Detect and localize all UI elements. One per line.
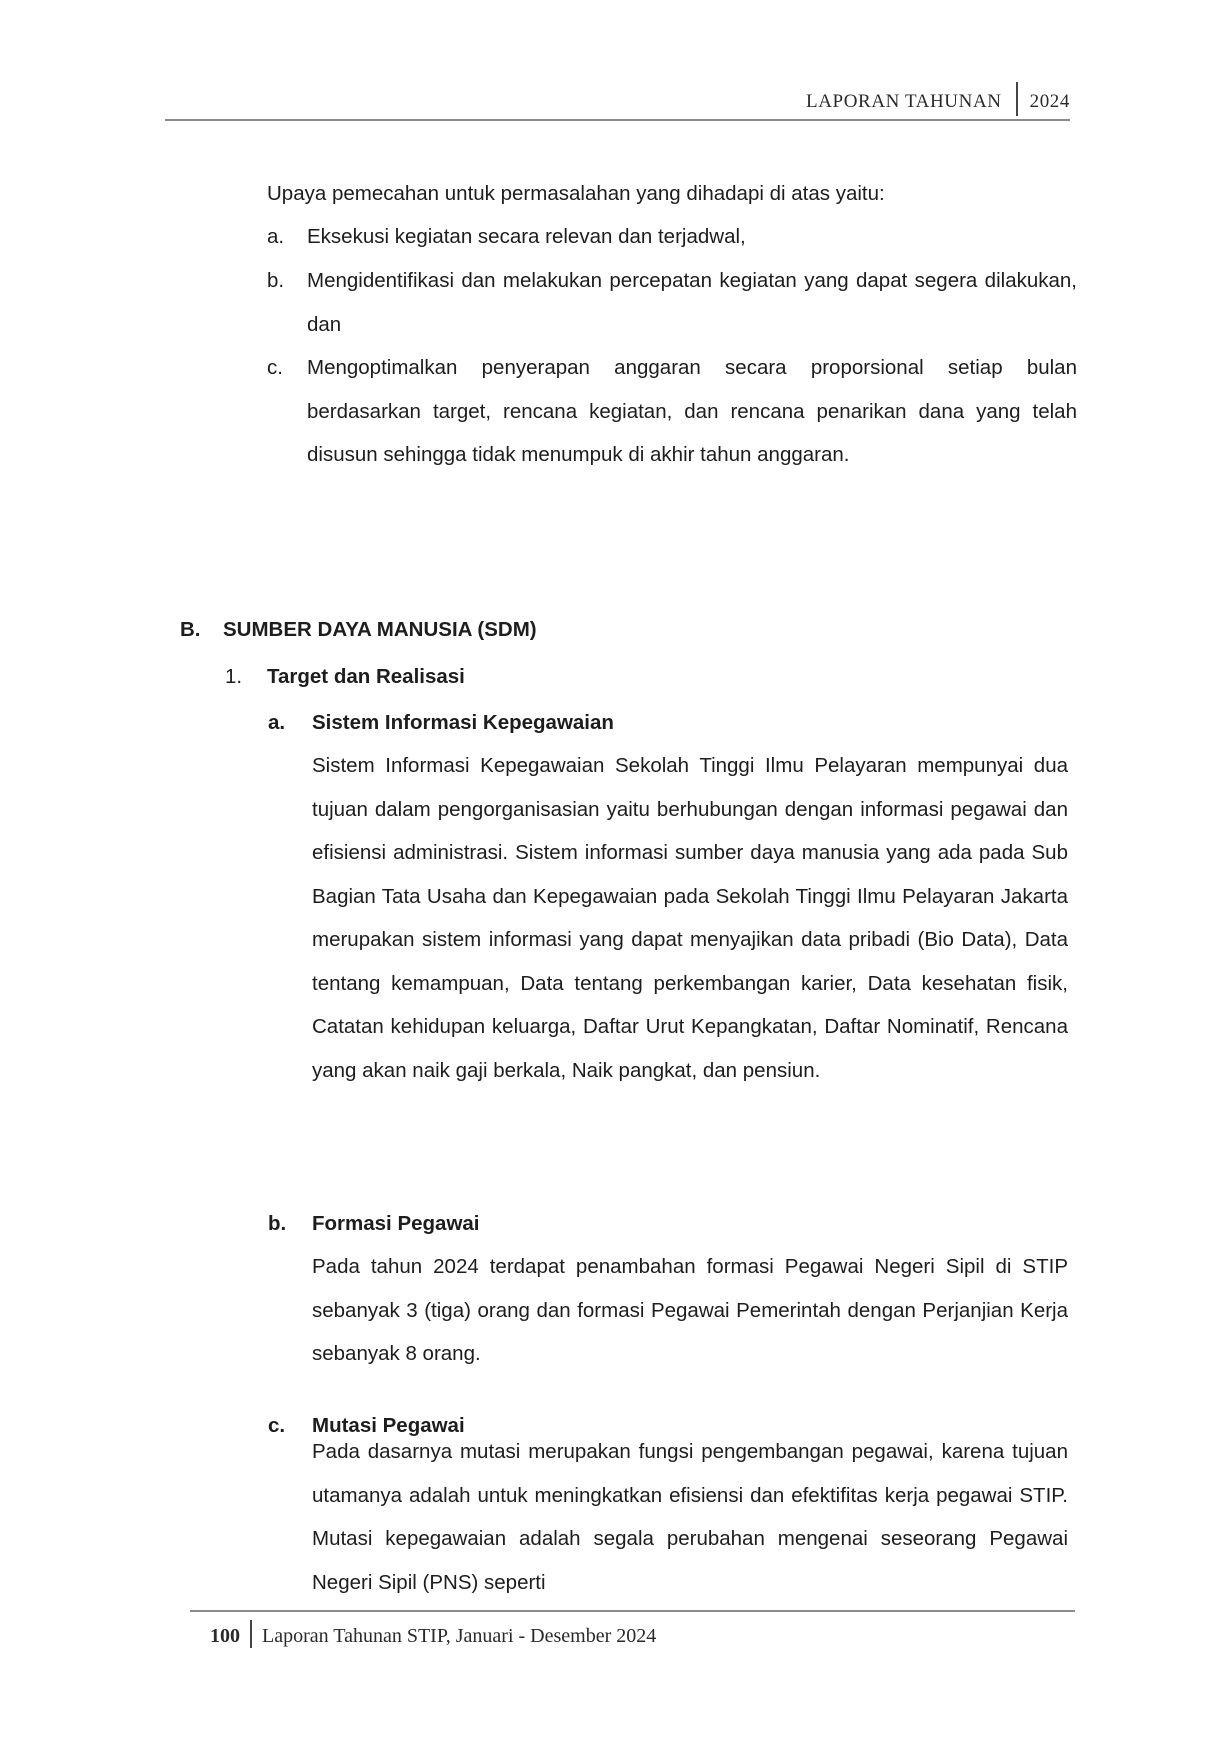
list-item-text: Eksekusi kegiatan secara relevan dan terjadwal, <box>307 225 746 248</box>
paragraph: Pada dasarnya mutasi merupakan fungsi pengembangan pegawai, karena tujuan utamanya adalah untuk meningkatkan efisiensi dan efektifitas kerja pegawai STIP. Mutasi kepegawaian adalah segala perubahan mengenai seseorang Pegawai Negeri Sipil (PNS) seperti <box>312 1440 1068 1594</box>
subsection-title: Target dan Realisasi <box>267 665 465 688</box>
sub-subsection-title: Formasi Pegawai <box>312 1212 480 1235</box>
list-item <box>267 259 1077 346</box>
list-item-text: Mengoptimalkan penyerapan anggaran secara proporsional setiap bulan berdasarkan target, rencana kegiatan, dan rencana penarikan dana yang telah disusun sehingga tidak menumpuk di akhir tahun anggaran. <box>307 356 1077 466</box>
section-title: SUMBER DAYA MANUSIA (SDM) <box>223 618 537 641</box>
header-separator <box>1016 82 1018 116</box>
sub-subsection-marker: c. <box>268 1414 286 1437</box>
footer-title: Laporan Tahunan STIP, Januari - Desember 2024 <box>262 1625 657 1647</box>
subsection-marker: 1. <box>225 665 243 688</box>
section-marker: B. <box>180 618 201 641</box>
list-marker: b. <box>267 269 285 292</box>
footer-separator <box>250 1620 252 1648</box>
list-item-text: Mengidentifikasi dan melakukan percepatan kegiatan yang dapat segera dilakukan, dan <box>307 269 1077 336</box>
footer-text <box>210 1620 656 1648</box>
footer-rule <box>190 1610 1075 1612</box>
list-item <box>267 346 1077 477</box>
list-marker: c. <box>267 356 283 379</box>
sub-subsection-marker: a. <box>268 711 286 734</box>
subsection-heading <box>225 655 465 699</box>
paragraph: Pada tahun 2024 terdapat penambahan formasi Pegawai Negeri Sipil di STIP sebanyak 3 (tiga) orang dan formasi Pegawai Pemerintah dengan Perjanjian Kerja sebanyak 8 orang. <box>312 1255 1068 1365</box>
section-heading <box>180 608 537 652</box>
header-year: 2024 <box>1029 91 1070 112</box>
paragraph: Sistem Informasi Kepegawaian Sekolah Tinggi Ilmu Pelayaran mempunyai dua tujuan dalam pengorganisasian yaitu berhubungan dengan informasi pegawai dan efisiensi administrasi. Sistem informasi sumber daya manusia yang ada pada Sub Bagian Tata Usaha dan Kepegawaian pada Sekolah Tinggi Ilmu Pelayaran Jakarta merupakan sistem informasi yang dapat menyajikan data pribadi (Bio Data), Data tentang kemampuan, Data tentang perkembangan karier, Data kesehatan fisik, Catatan kehidupan keluarga, Daftar Urut Kepangkatan, Daftar Nominatif, Rencana yang akan naik gaji berkala, Naik pangkat, dan pensiun. <box>312 754 1068 1082</box>
sub-subsection-heading <box>268 701 614 745</box>
list-marker: a. <box>267 225 285 248</box>
page-number: 100 <box>210 1625 240 1647</box>
sub-subsection-title: Sistem Informasi Kepegawaian <box>312 711 614 734</box>
page-header <box>165 82 1070 122</box>
header-rule <box>165 119 1070 121</box>
header-text <box>806 82 1070 116</box>
list-item <box>267 215 1077 259</box>
sub-subsection-title: Mutasi Pegawai <box>312 1414 465 1437</box>
intro-lead: Upaya pemecahan untuk permasalahan yang dihadapi di atas yaitu: <box>267 182 885 205</box>
sub-subsection-marker: b. <box>268 1212 287 1235</box>
header-title: LAPORAN TAHUNAN <box>806 91 1002 112</box>
sub-subsection-heading <box>268 1202 479 1246</box>
